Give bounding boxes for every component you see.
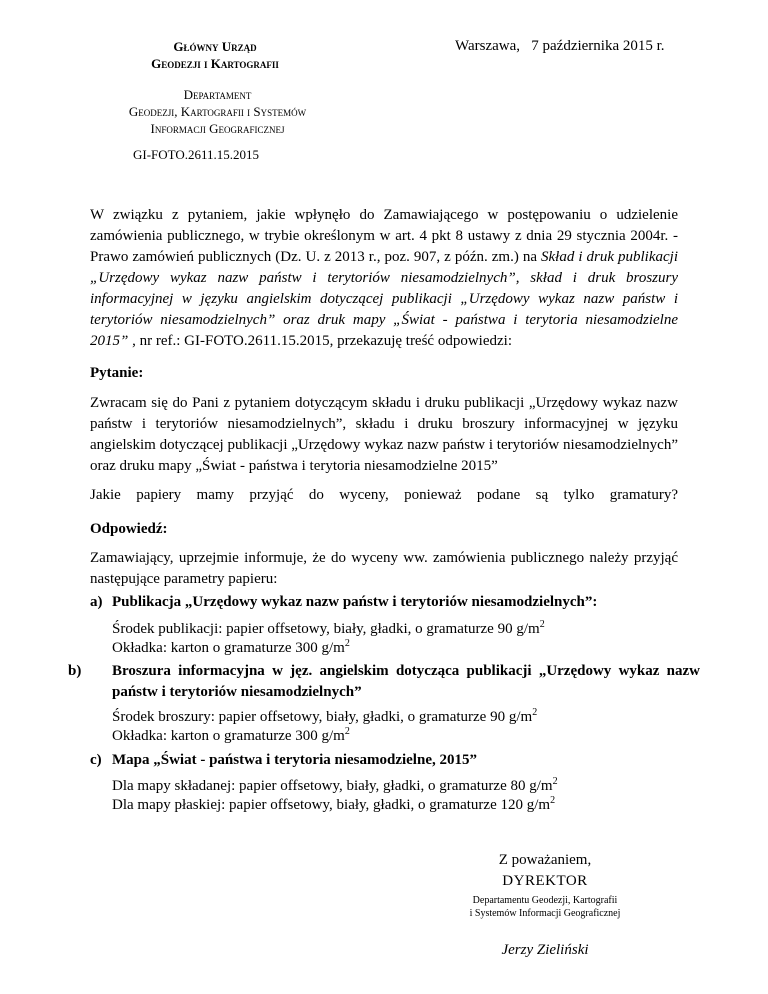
paper-spec-line: Dla mapy płaskiej: papier offsetowy, biały, gładki, o gramaturze 120 $g/m^2$	[112, 795, 556, 813]
question-paragraph: Zwracam się do Pani z pytaniem dotyczącym składu i druku publikacji „Urzędowy wykaz nazw państw i terytoriów niesamodzielnych”, składu i druku broszury informacyjnej w języku angielskim dotyczącej publikacji „Urzędowy wykaz nazw państw i terytoriów niesamodzielnych” oraz druku mapy „Świat - państwa i terytoria niesamodzielne 2015”	[90, 395, 678, 474]
signatory-name: Jerzy Zieliński	[501, 942, 589, 958]
list-item-c	[90, 750, 678, 771]
intro-text-2: , nr ref.: GI-FOTO.2611.15.2015, przekazuję treść odpowiedzi:	[128, 333, 512, 349]
intro-italic-subject: Skład i druk publikacji „Urzędowy wykaz nazw państw i terytoriów niesamodzielnych”, skład i druk broszury informacyjnej w języku angielskim dotyczącej publikacji „Urzędowy wykaz nazw państw i terytoriów niesamodzielnych” oraz druk mapy „Świat - państwa i terytoria niesamodzielne 2015”	[90, 249, 678, 349]
department-line-3: Informacji Geograficznej	[150, 121, 285, 136]
intro-paragraph	[90, 205, 678, 352]
reference-number: GI-FOTO.2611.15.2015	[133, 147, 260, 162]
list-item-title: Publikacja „Urzędowy wykaz nazw państw i terytoriów niesamodzielnych”:	[112, 594, 598, 610]
paper-spec-line: Okładka: karton o gramaturze 300 $g/m^2$	[112, 638, 350, 656]
closing-greeting: Z poważaniem,	[498, 852, 592, 868]
signatory-unit-line-1: Departamentu Geodezji, Kartografii	[472, 895, 618, 906]
issuer-line-2: Geodezji i Kartografii	[151, 56, 279, 71]
issuer-department	[85, 86, 350, 137]
signatory-title: DYREKTOR	[502, 873, 588, 889]
list-item-a	[90, 592, 678, 613]
issuer-office	[90, 38, 340, 72]
department-line-1: Departament	[183, 87, 252, 102]
department-line-2: Geodezji, Kartografii i Systemów	[128, 104, 307, 119]
answer-heading: Odpowiedź:	[90, 521, 168, 537]
intro-text-1: W związku z pytaniem, jakie wpłynęło do Zamawiającego w postępowaniu o udzielenie zamówienia publicznego, w trybie określonym w art. 4 pkt 8 ustawy z dnia 29 stycznia 2004r. - Prawo zamówień publicznych (Dz. U. z 2013 r., poz. 907, z późn. zm.) na	[90, 207, 678, 265]
place-and-date: Warszawa, 7 października 2015 r.	[455, 38, 665, 54]
list-marker: b)	[68, 663, 82, 679]
list-item-title: Broszura informacyjna w jęz. angielskim dotycząca publikacji „Urzędowy wykaz nazw państw i terytoriów niesamodzielnych”	[112, 663, 700, 700]
answer-paragraph: Zamawiający, uprzejmie informuje, że do wyceny ww. zamówienia publicznego należy przyjąć następujące parametry papieru:	[90, 550, 678, 587]
list-marker: a)	[90, 594, 103, 610]
question-line: Jakie papiery mamy przyjąć do wyceny, ponieważ podane są tylko gramatury?	[90, 487, 678, 503]
issuer-line-1: Główny Urząd	[173, 39, 257, 54]
list-item-b	[68, 661, 700, 703]
paper-spec-line: Środek broszury: papier offsetowy, biały, gładki, o gramaturze 90 $g/m^2$	[112, 707, 538, 725]
signatory-unit-line-2: i Systemów Informacji Geograficznej	[469, 908, 621, 919]
list-item-title: Mapa „Świat - państwa i terytoria niesamodzielne, 2015”	[112, 752, 477, 768]
paper-spec-line: Okładka: karton o gramaturze 300 $g/m^2$	[112, 726, 350, 744]
question-heading: Pytanie:	[90, 365, 144, 381]
list-marker: c)	[90, 752, 102, 768]
paper-spec-line: Dla mapy składanej: papier offsetowy, biały, gładki, o gramaturze 80 $g/m^2$	[112, 776, 558, 794]
paper-spec-line: Środek publikacji: papier offsetowy, biały, gładki, o gramaturze 90 $g/m^2$	[112, 619, 545, 637]
